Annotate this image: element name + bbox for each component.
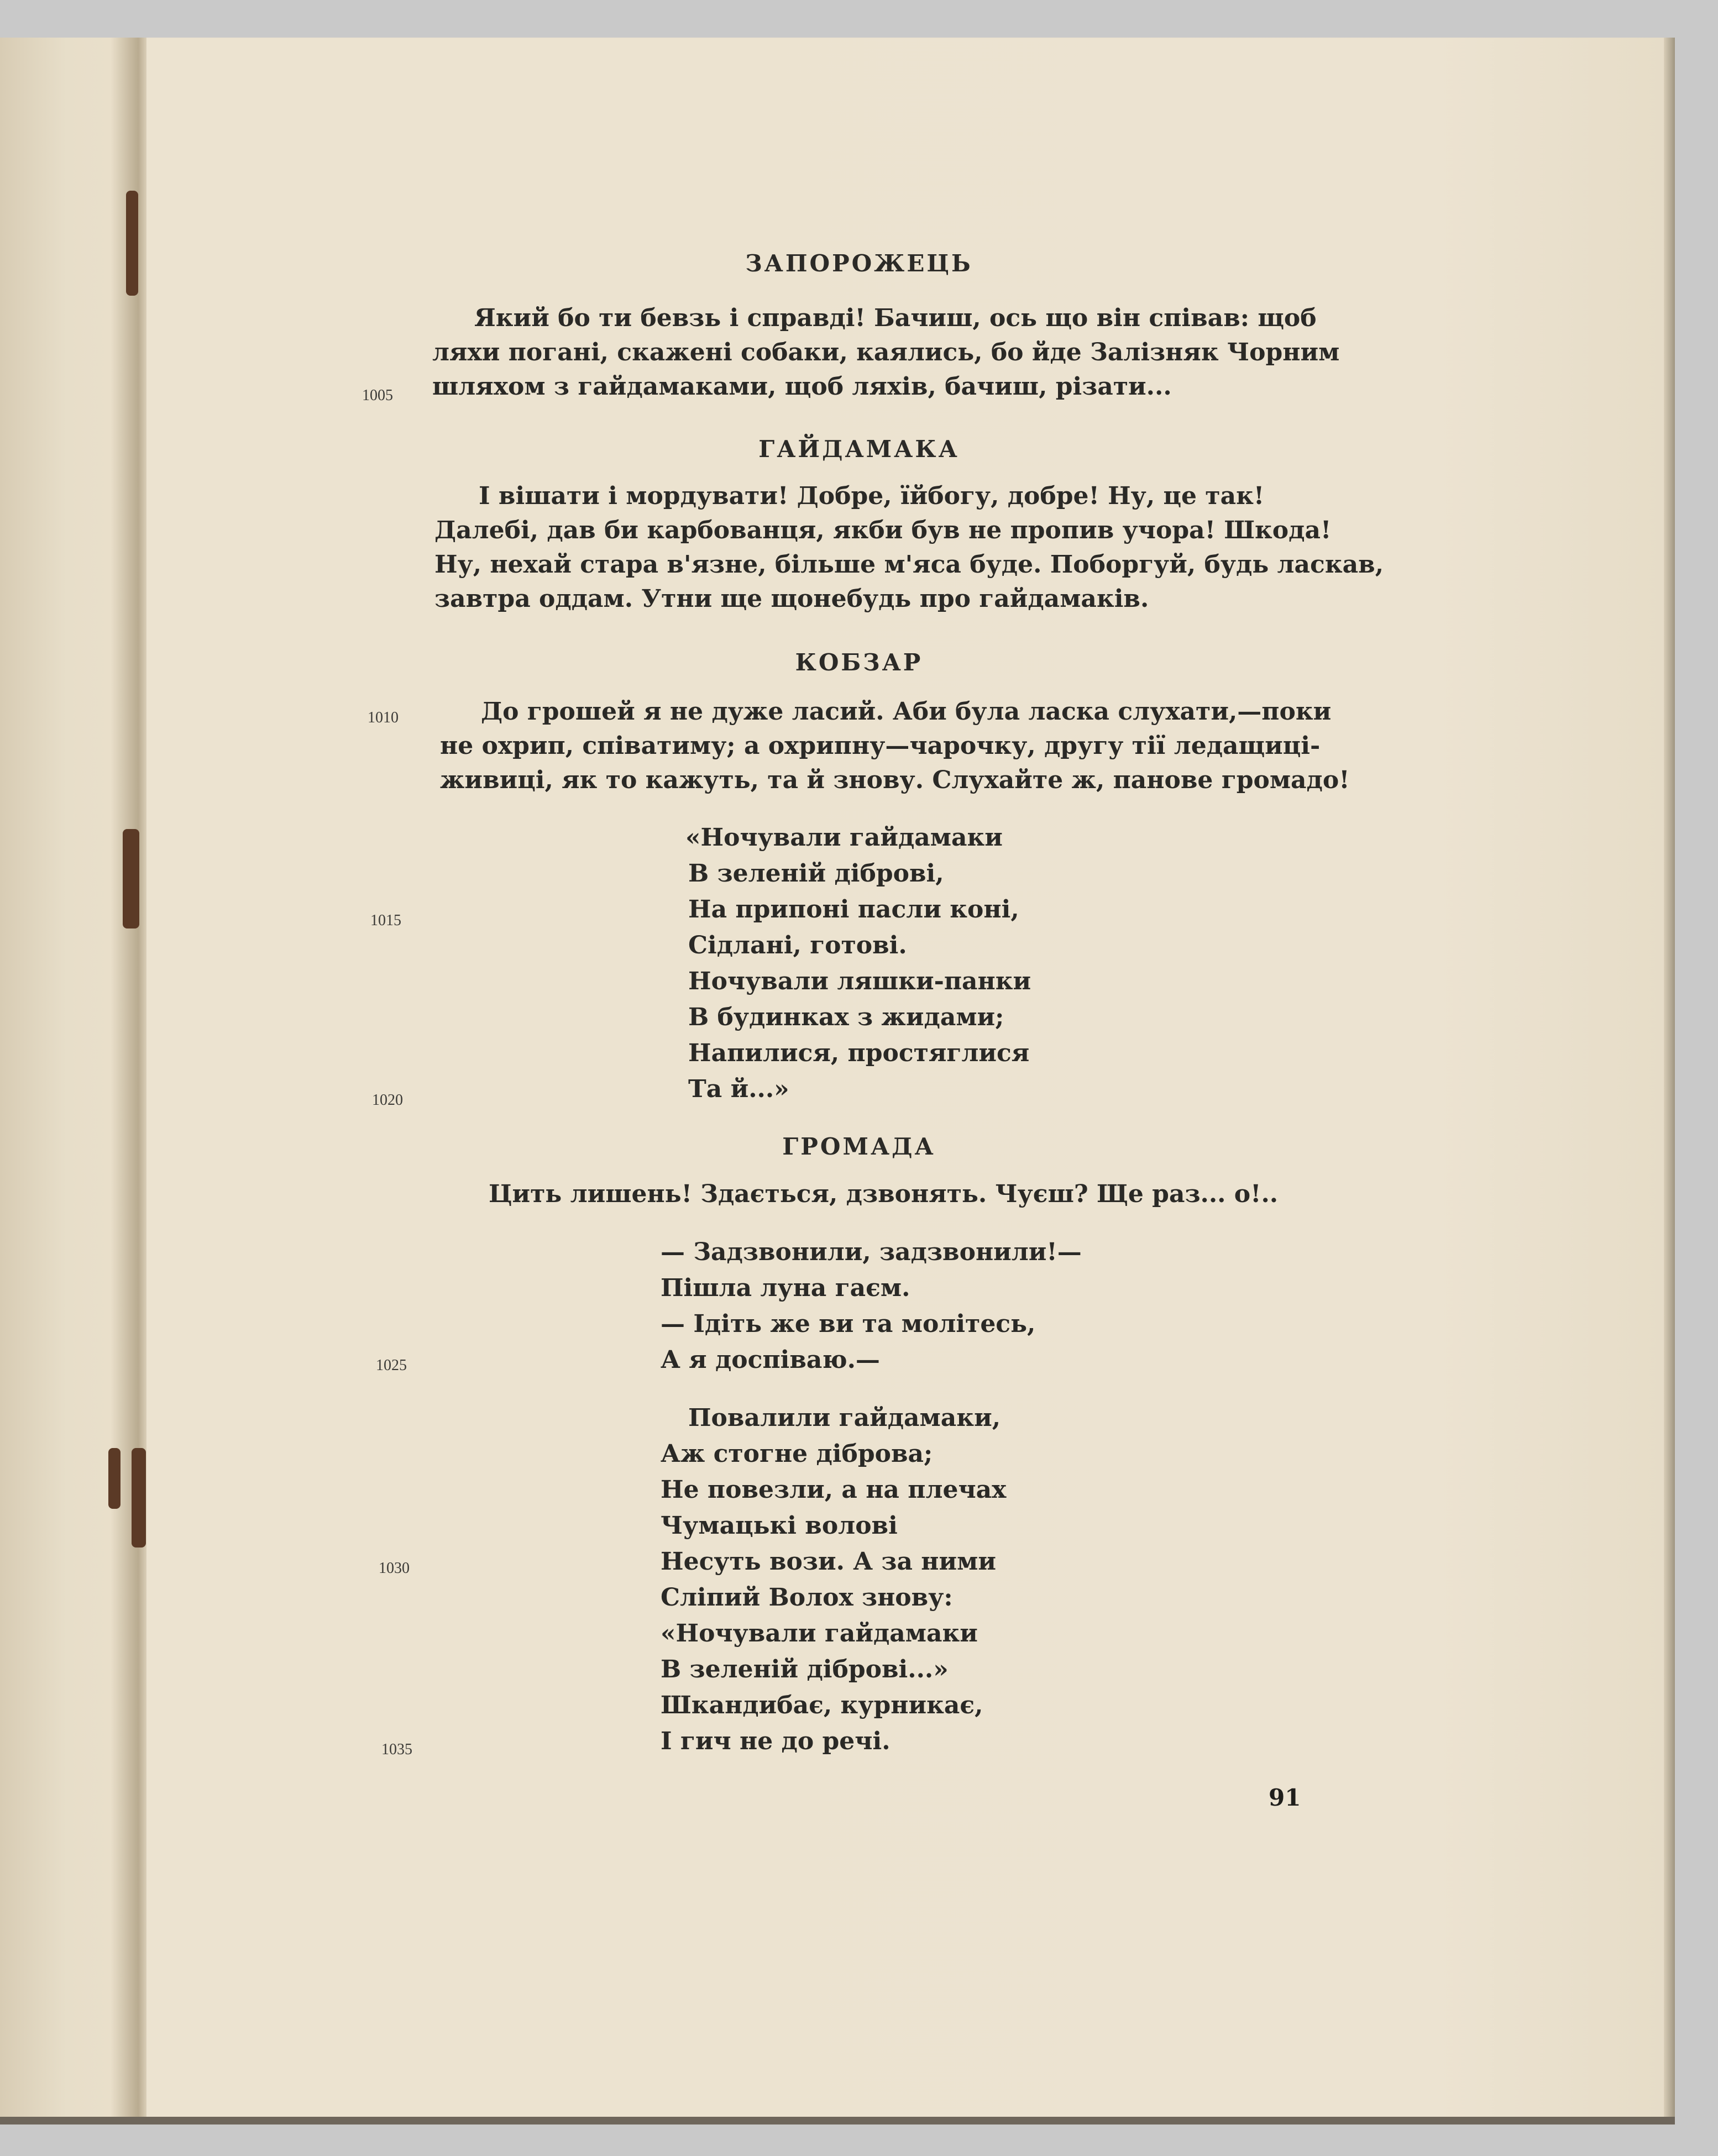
prose-line: Далебі, дав би карбованця, якби був не пропив учора! Шкода! [434,516,1332,544]
binding-thread [126,191,138,296]
verse-line: Сліпий Волох знову: [661,1583,953,1612]
prose-line: живиці, як то кажуть, та й знову. Слухайте ж, панове громадо! [440,766,1350,794]
line-number: 1035 [381,1741,412,1758]
verse-line: Несуть вози. А за ними [661,1548,996,1576]
verse-line: Сідлані, готові. [688,931,907,959]
verse-line: На припоні пасли коні, [688,895,1019,924]
verse-line: «Ночували гайдамаки [661,1619,978,1648]
verse-line: В зеленій діброві, [688,859,944,888]
page-bottom-edge [0,2117,1675,2124]
verse-line: «Ночували гайдамаки [685,823,1003,852]
verse-line: Повалили гайдамаки, [688,1404,1001,1432]
verse-line: Не повезли, а на плечах [661,1476,1007,1504]
line-number: 1020 [372,1092,403,1109]
binding-thread [123,829,139,929]
verse-line: В зеленій діброві...» [661,1655,949,1683]
prose-line: не охрип, співатиму; а охрипну—чарочку, другу тії ледащиці- [440,732,1321,760]
line-number: 1015 [370,912,401,929]
page-right-edge [1664,38,1675,2124]
prose-line: Який бо ти бевзь і справді! Бачиш, ось що він співав: щоб [474,304,1317,332]
prose-line: Ну, нехай стара в'язне, більше м'яса буде. Поборгуй, будь ласкав, [434,550,1384,579]
binding-thread [132,1448,146,1548]
verse-line: Ночували ляшки-панки [688,967,1031,995]
prose-line: ляхи погані, скажені собаки, каялись, бо йде Залізняк Чорним [432,338,1340,366]
prose-line: До грошей я не дуже ласий. Аби була ласка слухати,—поки [481,697,1332,726]
speaker-heading: КОБЗАР [795,649,923,676]
line-number: 1030 [379,1560,410,1577]
verse-line: Та й...» [688,1075,789,1103]
line-number: 1010 [368,709,399,726]
verse-line: В будинках з жидами; [688,1003,1004,1031]
verse-line: — Задзвонили, задзвонили!— [661,1238,1082,1266]
line-number: 1025 [376,1357,407,1374]
page-gutter [0,38,146,2124]
verse-line: Напилися, простяглися [688,1039,1030,1067]
speaker-heading: ГРОМАДА [782,1133,936,1160]
prose-line: завтра оддам. Утни ще щонебудь про гайдамаків. [434,585,1149,613]
speaker-heading: ЗАПОРОЖЕЦЬ [745,250,973,277]
verse-line: Чумацькі волові [661,1512,898,1540]
line-number: 1005 [362,387,393,404]
prose-line: шляхом з гайдамаками, щоб ляхів, бачиш, різати... [432,373,1172,401]
prose-line: І вішати і мордувати! Добре, їйбогу, добре! Ну, це так! [479,482,1265,510]
prose-line: Цить лишень! Здається, дзвонять. Чуєш? Ще раз... о!.. [489,1180,1279,1208]
verse-line: Шкандибає, курникає, [661,1691,983,1719]
verse-line: Пішла луна гаєм. [661,1274,910,1302]
speaker-heading: ГАЙДАМАКА [758,436,960,463]
binding-thread [108,1448,121,1509]
verse-line: А я доспіваю.— [661,1346,880,1374]
verse-line: — Ідіть же ви та молітесь, [661,1310,1036,1338]
verse-line: Аж стогне діброва; [661,1440,933,1468]
page-number: 91 [1269,1784,1301,1811]
verse-line: І гич не до речі. [661,1727,891,1755]
